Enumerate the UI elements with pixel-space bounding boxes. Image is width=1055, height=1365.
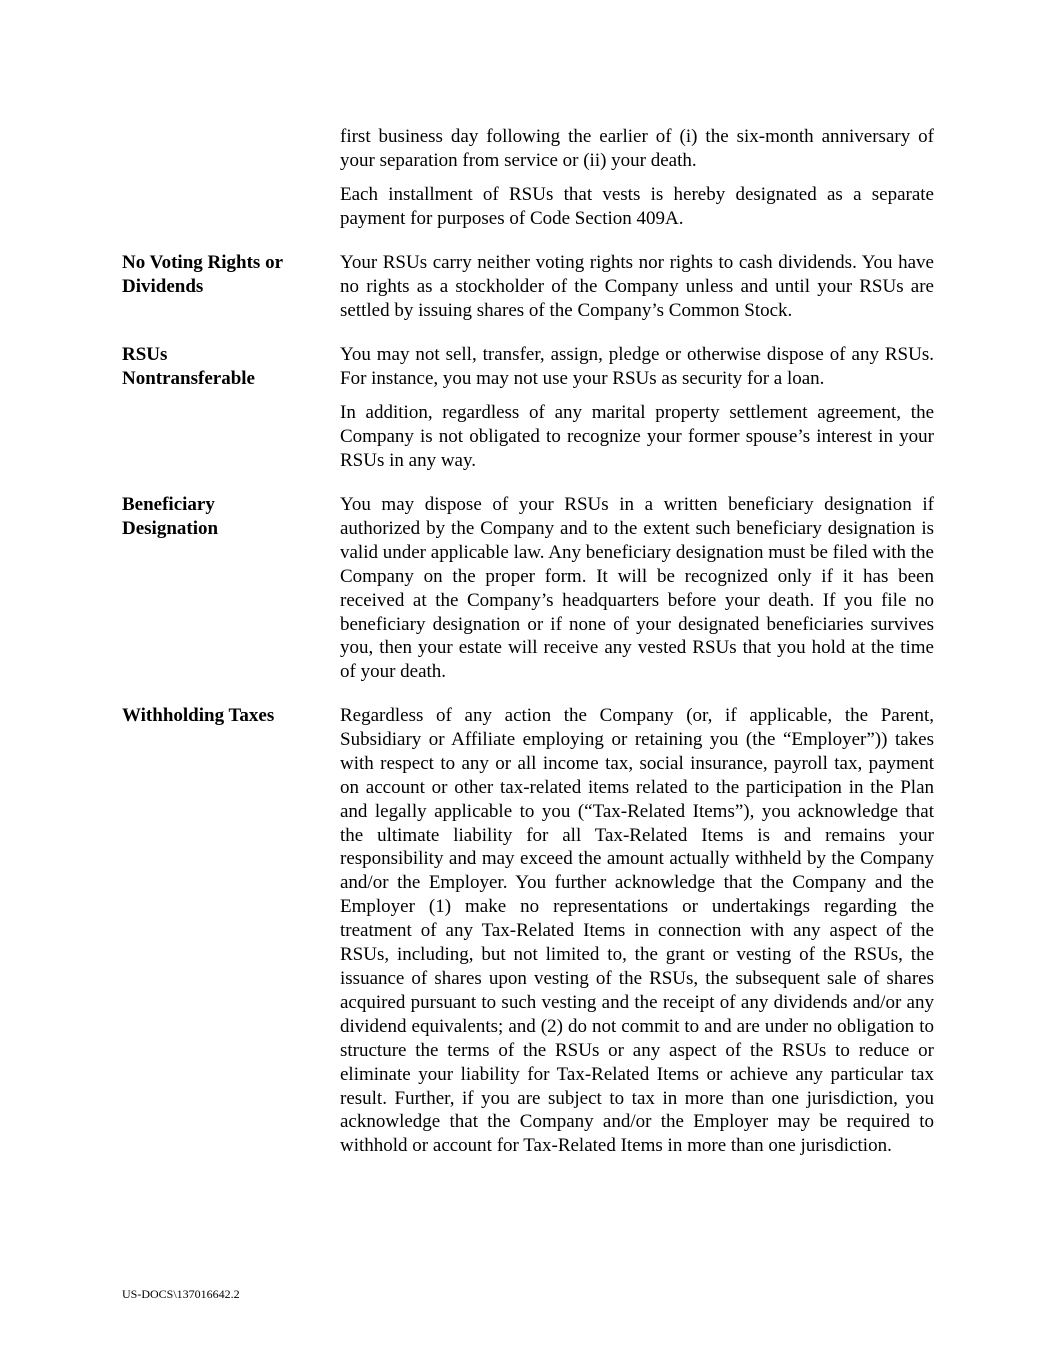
- continuation-paragraph-2: Each installment of RSUs that vests is hereby designated as a separate payment for purposes of Code Section 409A.: [340, 184, 934, 229]
- section-paragraph-nontransferable-2: In addition, regardless of any marital property settlement agreement, the Company is not obligated to recognize your former spouse’s interest in your RSUs in any way.: [340, 402, 934, 471]
- section-label-withholding: Withholding Taxes: [122, 705, 275, 726]
- section-paragraph-beneficiary: You may dispose of your RSUs in a written beneficiary designation if authorized by the Company and to the extent such beneficiary designation is valid under applicable law. Any beneficiary designation must be filed with the Company on the proper form. It will be recognized only if it has been received at the Company’s headquarters before your death. If you file no beneficiary designation or if none of your designated beneficiaries survives you, then your estate will receive any vested RSUs that you hold at the time of your death.: [340, 494, 934, 683]
- section-label-beneficiary: Beneficiary Designation: [122, 494, 219, 539]
- section-paragraph-nontransferable-1: You may not sell, transfer, assign, pledge or otherwise dispose of any RSUs. For instance, you may not use your RSUs as security for a loan.: [340, 344, 934, 389]
- section-label-nontransferable: RSUs Nontransferable: [122, 344, 255, 389]
- section-label-voting-rights: No Voting Rights or Dividends: [122, 252, 283, 297]
- section-paragraph-voting-rights: Your RSUs carry neither voting rights nor rights to cash dividends. You have no rights as a stockholder of the Company unless and until your RSUs are settled by issuing shares of the Company’s Common Stock.: [340, 252, 934, 321]
- footer-doc-id: US-DOCS\137016642.2: [122, 1287, 240, 1301]
- continuation-paragraph-1: first business day following the earlier of (i) the six-month anniversary of your separation from service or (ii) your death.: [340, 126, 934, 171]
- section-paragraph-withholding: Regardless of any action the Company (or, if applicable, the Parent, Subsidiary or Affiliate employing or retaining you (the “Employer”)) takes with respect to any or all income tax, social insurance, payroll tax, payment on account or other tax-related items related to the participation in the Plan and legally applicable to you (“Tax-Related Items”), you acknowledge that the ultimate liability for all Tax-Related Items is and remains your responsibility and may exceed the amount actually withheld by the Company and/or the Employer. You further acknowledge that the Company and the Employer (1) make no representations or undertakings regarding the treatment of any Tax-Related Items in connection with any aspect of the RSUs, including, but not limited to, the grant or vesting of the RSUs, the issuance of shares upon vesting of the RSUs, the subsequent sale of shares acquired pursuant to such vesting and the receipt of any dividends and/or any dividend equivalents; and (2) do not commit to and are under no obligation to structure the terms of the RSUs or any aspect of the RSUs to reduce or eliminate your liability for Tax-Related Items or achieve any particular tax result. Further, if you are subject to tax in more than one jurisdiction, you acknowledge that the Company and/or the Employer may be required to withhold or account for Tax-Related Items in more than one jurisdiction.: [340, 705, 934, 1157]
